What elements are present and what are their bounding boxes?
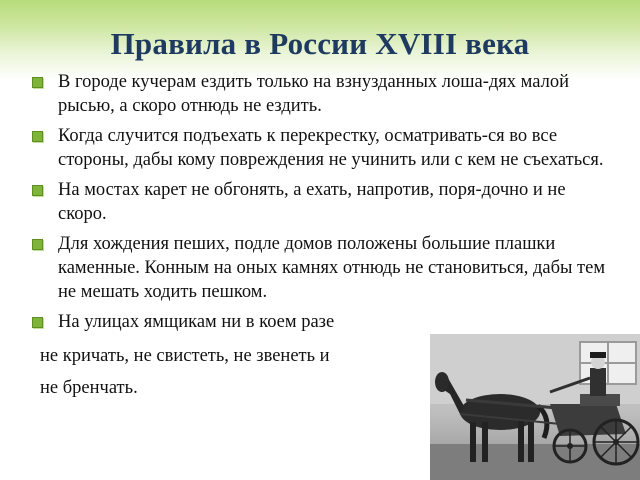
bullet-item <box>32 310 610 334</box>
bullet-square-icon <box>32 317 43 328</box>
bullet-square-icon <box>32 77 43 88</box>
slide-title: Правила в России XVIII века <box>110 26 530 61</box>
horse-carriage-photo <box>430 334 640 480</box>
bullet-square-icon <box>32 239 43 250</box>
bullet-item <box>32 178 610 226</box>
continuation-line: не кричать, не свистеть, не звенеть и <box>40 346 330 366</box>
bullet-square-icon <box>32 185 43 196</box>
bullet-square-icon <box>32 131 43 142</box>
bullet-text: Когда случится подъехать к перекрестку, осматривать-ся во все стороны, дабы кому повреждения не учинить или с кем не съехаться. <box>58 126 604 170</box>
bullet-text: В городе кучерам ездить только на взнузданных лоша-дях малой рысью, а скоро отнюдь не ездить. <box>58 72 570 116</box>
bullet-item <box>32 124 610 172</box>
bullet-text: На улицах ямщикам ни в коем разе <box>58 312 335 332</box>
bullet-item <box>32 70 610 118</box>
continuation-line: не бренчать. <box>40 378 138 398</box>
bullet-text: На мостах карет не обгонять, а ехать, напротив, поря-дочно и не скоро. <box>58 180 566 224</box>
bullet-text: Для хождения пеших, подле домов положены большие плашки каменные. Конным на оных камнях отнюдь не становиться, дабы тем не мешать ходить пешком. <box>58 234 606 302</box>
bullet-item <box>32 232 610 304</box>
